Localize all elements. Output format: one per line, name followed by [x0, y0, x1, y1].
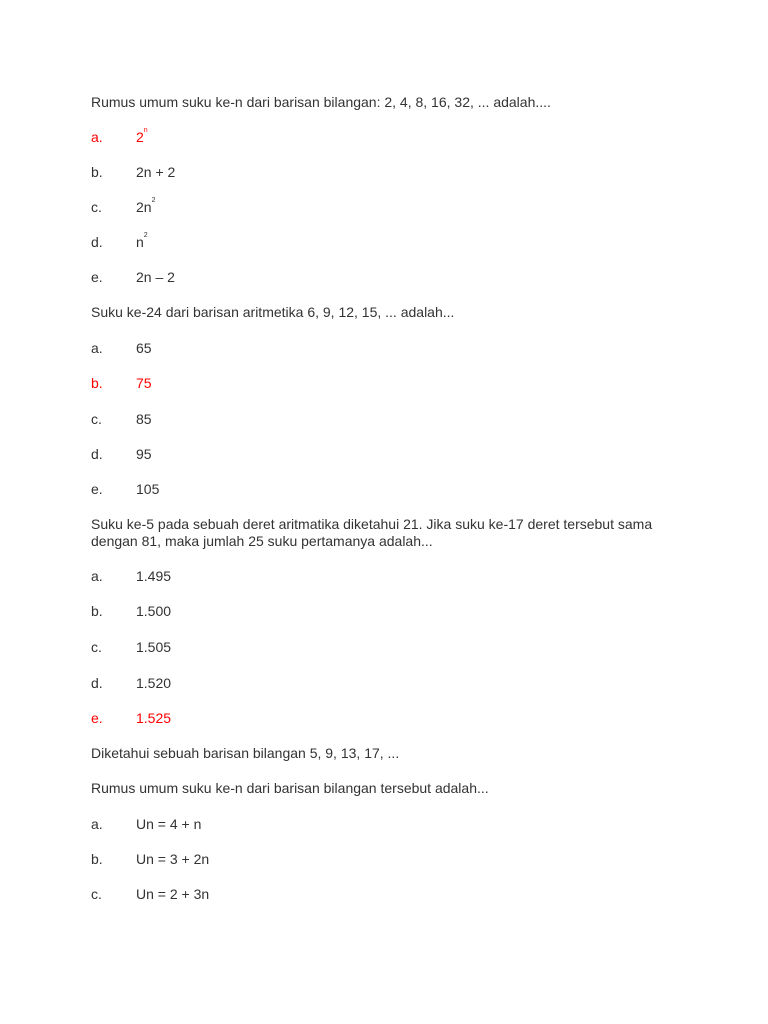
question-1	[91, 94, 691, 111]
option-text: Un = 4 + n	[136, 816, 202, 832]
option-text: 1.500	[136, 603, 172, 619]
option-text: Un = 2 + 3n	[136, 886, 210, 902]
q1-option-b	[91, 163, 175, 181]
q2-option-e	[91, 480, 159, 498]
option-text: $2n^2$	[136, 197, 156, 215]
question-3-text: Suku ke-5 pada sebuah deret aritmatika diketahui 21. Jika suku ke-17 deret tersebut sama dengan 81, maka jumlah 25 suku pertamanya adalah...	[91, 516, 653, 549]
option-letter: b.	[91, 375, 103, 391]
option-text: 1.520	[136, 675, 172, 691]
option-letter: a.	[91, 340, 103, 356]
option-letter: a.	[91, 568, 103, 584]
option-letter: e.	[91, 710, 103, 726]
option-text: 1.505	[136, 639, 172, 655]
option-text: Un = 3 + 2n	[136, 851, 210, 867]
q3-option-a	[91, 567, 171, 585]
q2-option-d	[91, 445, 152, 463]
option-text: $n^2$	[136, 232, 148, 250]
option-letter: b.	[91, 851, 103, 867]
option-text: 85	[136, 411, 152, 427]
option-letter: d.	[91, 446, 103, 462]
option-letter: e.	[91, 481, 103, 497]
q4-option-c	[91, 885, 209, 903]
option-letter: c.	[91, 199, 102, 215]
option-letter: e.	[91, 269, 103, 285]
option-text: 95	[136, 446, 152, 462]
q1-option-d	[91, 233, 148, 251]
option-text: 1.525	[136, 710, 172, 726]
option-letter: a.	[91, 129, 103, 145]
q4-option-a	[91, 815, 201, 833]
option-text: 75	[136, 375, 152, 391]
option-letter: a.	[91, 816, 103, 832]
option-letter: b.	[91, 603, 103, 619]
question-4	[91, 780, 691, 797]
question-3	[91, 516, 691, 550]
q1-option-e	[91, 268, 175, 286]
question-4-intro	[91, 745, 691, 762]
question-2-text: Suku ke-24 dari barisan aritmetika 6, 9, 12, 15, ... adalah...	[91, 304, 455, 320]
q2-option-a	[91, 339, 152, 357]
option-letter: d.	[91, 234, 103, 250]
q1-option-a	[91, 128, 148, 146]
option-letter: d.	[91, 675, 103, 691]
question-2	[91, 304, 691, 321]
option-letter: b.	[91, 164, 103, 180]
q2-option-c	[91, 410, 152, 428]
option-text: 2n + 2	[136, 164, 176, 180]
q2-option-b	[91, 374, 152, 392]
option-letter: c.	[91, 411, 102, 427]
option-letter: c.	[91, 886, 102, 902]
question-4-intro-text: Diketahui sebuah barisan bilangan 5, 9, 13, 17, ...	[91, 745, 400, 761]
q3-option-d	[91, 674, 171, 692]
question-4-text: Rumus umum suku ke-n dari barisan bilangan tersebut adalah...	[91, 780, 489, 796]
q1-option-c	[91, 198, 155, 216]
q3-option-c	[91, 638, 171, 656]
q3-option-b	[91, 602, 171, 620]
option-letter: c.	[91, 639, 102, 655]
q4-option-b	[91, 850, 209, 868]
option-text: 1.495	[136, 568, 172, 584]
q3-option-e	[91, 709, 171, 727]
option-text: 2n – 2	[136, 269, 175, 285]
option-text: 65	[136, 340, 152, 356]
option-text: 2$^n$	[136, 127, 148, 145]
option-text: 105	[136, 481, 160, 497]
question-1-text: Rumus umum suku ke-n dari barisan bilangan: 2, 4, 8, 16, 32, ... adalah....	[91, 94, 551, 110]
